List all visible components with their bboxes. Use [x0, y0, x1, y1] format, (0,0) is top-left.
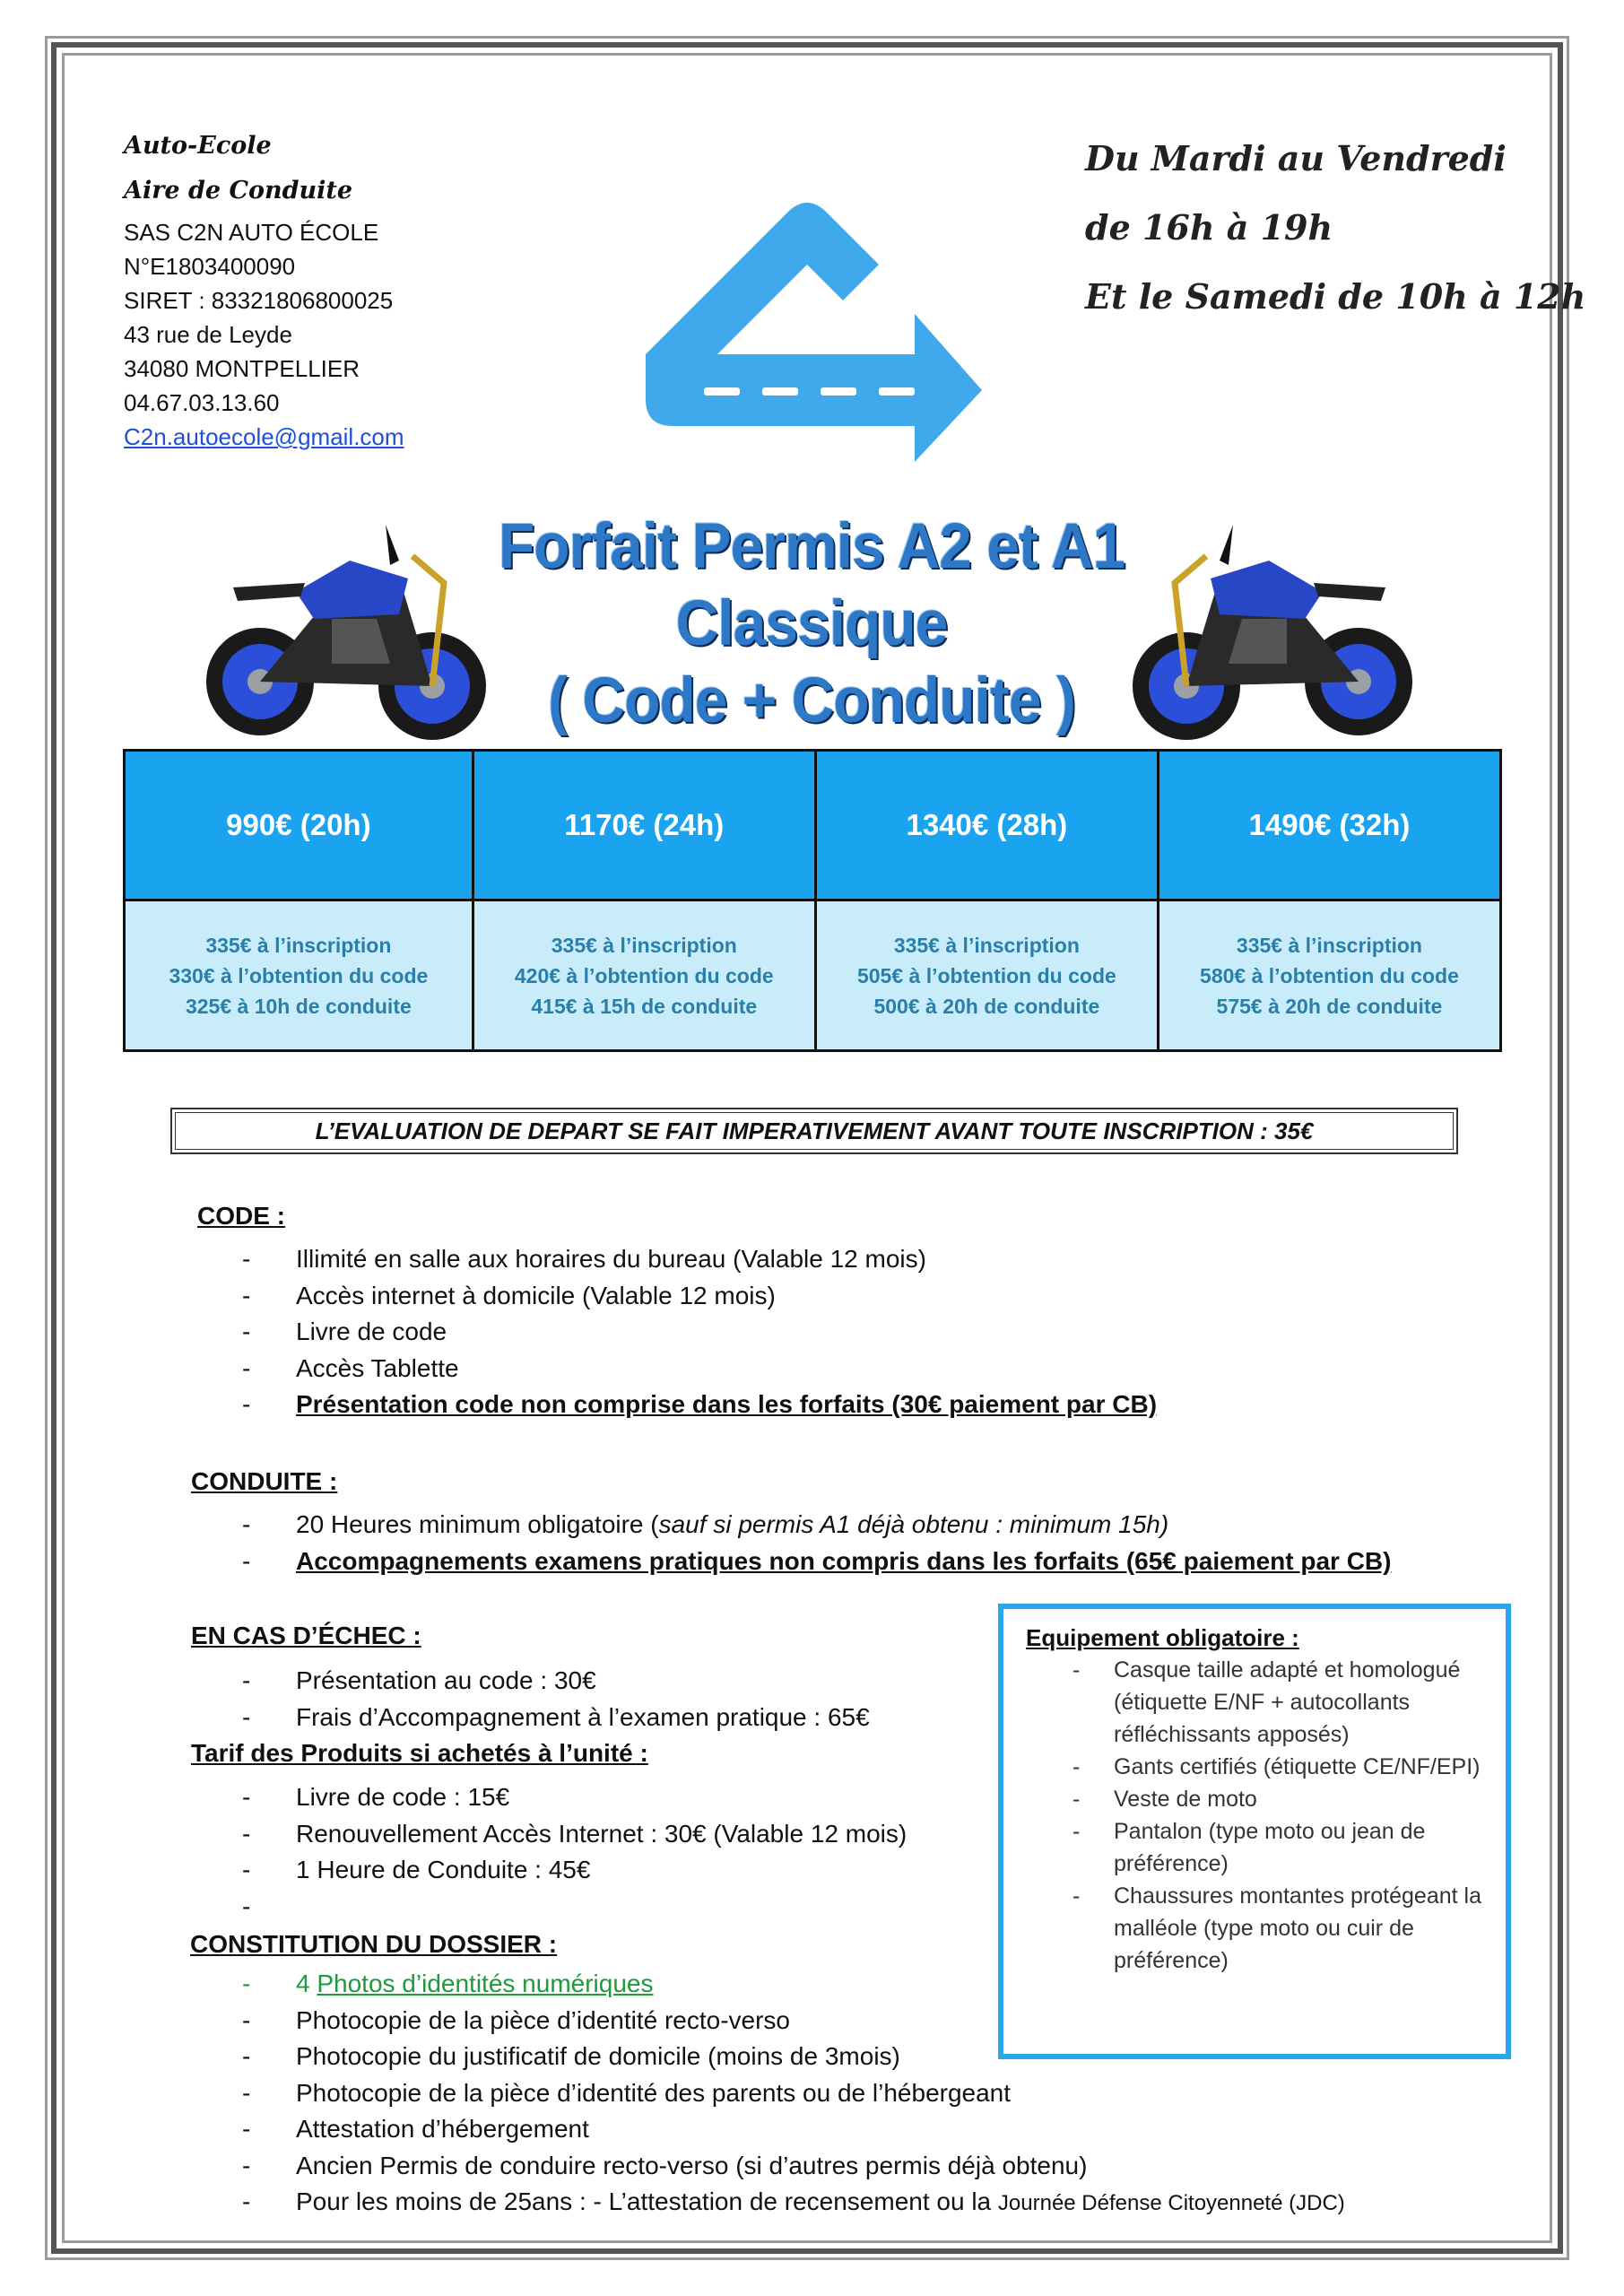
list-item: - Renouvellement Accès Internet : 30€ (Valable 12 mois) [242, 1819, 908, 1848]
list-item: - Accompagnements examens pratiques non compris dans les forfaits (65€ paiement par CB) [242, 1546, 1392, 1575]
payment-line: 335€ à l’inscription [205, 933, 392, 957]
echec-list [195, 1663, 870, 1735]
dossier-title: CONSTITUTION DU DOSSIER : [190, 1930, 558, 1958]
echec-title: EN CAS D’ÉCHEC : [191, 1622, 421, 1649]
list-item: - Présentation code non comprise dans les forfaits (30€ paiement par CB) [242, 1390, 1158, 1418]
payment-cell [815, 900, 1158, 1051]
motorcycle-icon [1125, 507, 1421, 744]
hours-line-1: Du Mardi au Vendredi [1085, 138, 1507, 178]
list-item: - Casque taille adapté et homologué (étiquette E/NF + autocollants réfléchissants apposés) [1073, 1657, 1461, 1747]
list-item: - Attestation d’hébergement [242, 2115, 589, 2143]
payment-line: 325€ à 10h de conduite [185, 994, 412, 1018]
offer-title [466, 507, 1157, 738]
payment-line: 330€ à l’obtention du code [169, 963, 429, 987]
list-item: - Livre de code : 15€ [242, 1783, 510, 1811]
list-item: - Ancien Permis de conduire recto-verso (si d’autres permis déjà obtenu) [242, 2151, 1088, 2179]
school-name-line-2: Aire de Conduite [124, 177, 353, 204]
list-item: - Frais d’Accompagnement à l’examen pratique : 65€ [242, 1702, 870, 1731]
payment-line: 335€ à l’inscription [893, 933, 1080, 957]
price-table [123, 749, 1502, 1052]
payment-line: 415€ à 15h de conduite [531, 994, 758, 1018]
road-arrow-logo [619, 193, 995, 462]
company-name: SAS C2N AUTO ÉCOLE [124, 219, 379, 246]
school-info-block [124, 124, 404, 454]
code-section [197, 1198, 285, 1234]
list-item: - Photocopie du justificatif de domicile (moins de 3mois) [242, 2042, 900, 2070]
motorcycle-icon [197, 507, 493, 744]
code-list [195, 1241, 1157, 1423]
address-city: 34080 MONTPELLIER [124, 355, 360, 382]
price-cell: 1490€ (32h) [1158, 751, 1500, 900]
list-item: - Chaussures montantes protégeant la malléole (type moto ou cuir de préférence) [1073, 1883, 1481, 1973]
payment-cell [125, 900, 473, 1051]
equipment-box [998, 1604, 1511, 2059]
list-item: - 20 Heures minimum obligatoire (sauf si permis A1 déjà obtenu : minimum 15h) [242, 1510, 1169, 1538]
hours-line-2: de 16h à 19h [1085, 207, 1333, 248]
title-line-1: Forfait Permis A2 et A1 [498, 509, 1125, 581]
payment-line: 335€ à l’inscription [551, 933, 737, 957]
title-line-2: Classique [675, 587, 948, 658]
email-link[interactable]: C2n.autoecole@gmail.com [124, 423, 404, 450]
price-cell: 990€ (20h) [125, 751, 473, 900]
conduite-title: CONDUITE : [191, 1467, 338, 1495]
payment-line: 505€ à l’obtention du code [856, 963, 1116, 987]
code-title: CODE : [197, 1202, 285, 1230]
payment-cell [1158, 900, 1500, 1051]
list-item: - Photocopie de la pièce d’identité recto-verso [242, 2005, 791, 2034]
address-street: 43 rue de Leyde [124, 321, 292, 348]
list-item: - Présentation au code : 30€ [242, 1666, 596, 1694]
equipment-list [1026, 1654, 1493, 1977]
evaluation-notice [170, 1108, 1458, 1154]
school-name-line-1: Auto-Ecole [124, 132, 272, 160]
list-item: - Accès Tablette [242, 1353, 459, 1382]
title-line-3: ( Code + Conduite ) [548, 664, 1075, 735]
opening-hours [1085, 124, 1585, 331]
list-item: - Livre de code [242, 1318, 447, 1345]
price-cell: 1340€ (28h) [815, 751, 1158, 900]
list-item: - Accès internet à domicile (Valable 12 mois) [242, 1281, 776, 1309]
payment-row [125, 900, 1501, 1051]
list-item: - 4 Photos d’identités numériques [242, 1970, 654, 1997]
hours-line-3: Et le Samedi de 10h à 12h [1085, 276, 1586, 317]
payment-cell [473, 900, 815, 1051]
payment-line: 580€ à l’obtention du code [1200, 963, 1459, 987]
tarif-list: - Livre de code : 15€ - Renouvellement Accès Internet : 30€ (Valable 12 mois) - 1 Heure de Conduite : 45€ - [195, 1779, 907, 1889]
list-item: - Illimité en salle aux horaires du bureau (Valable 12 mois) [242, 1245, 926, 1273]
list-item: - Veste de moto [1073, 1787, 1257, 1812]
equipment-title: Equipement obligatoire : [1026, 1624, 1299, 1651]
conduite-list [195, 1507, 1391, 1579]
phone-number: 04.67.03.13.60 [124, 389, 280, 416]
payment-line: 575€ à 20h de conduite [1216, 994, 1443, 1018]
list-item: - Pantalon (type moto ou jean de préférence) [1073, 1819, 1426, 1876]
payment-line: 335€ à l’inscription [1236, 933, 1422, 957]
list-item: - Gants certifiés (étiquette CE/NF/EPI) [1073, 1754, 1481, 1779]
evaluation-text: L’EVALUATION DE DEPART SE FAIT IMPERATIVEMENT AVANT TOUTE INSCRIPTION : 35€ [315, 1118, 1314, 1144]
list-item: - Photocopie de la pièce d’identité des parents ou de l’hébergeant [242, 2078, 1012, 2107]
registration-number: N°E1803400090 [124, 253, 296, 280]
list-item: - Pour les moins de 25ans : - L’attestation de recensement ou la Journée Défense Citoyenneté (JDC) [242, 2187, 1345, 2215]
siret-number: SIRET : 83321806800025 [124, 287, 394, 314]
payment-line: 500€ à 20h de conduite [873, 994, 1100, 1018]
list-item: - 1 Heure de Conduite : 45€ [242, 1856, 591, 1883]
price-row [125, 751, 1501, 900]
payment-line: 420€ à l’obtention du code [514, 963, 774, 987]
photos-link[interactable]: Photos d’identités numériques [317, 1970, 654, 1997]
tarif-title: Tarif des Produits si achetés à l’unité : [191, 1739, 648, 1767]
price-cell: 1170€ (24h) [473, 751, 815, 900]
